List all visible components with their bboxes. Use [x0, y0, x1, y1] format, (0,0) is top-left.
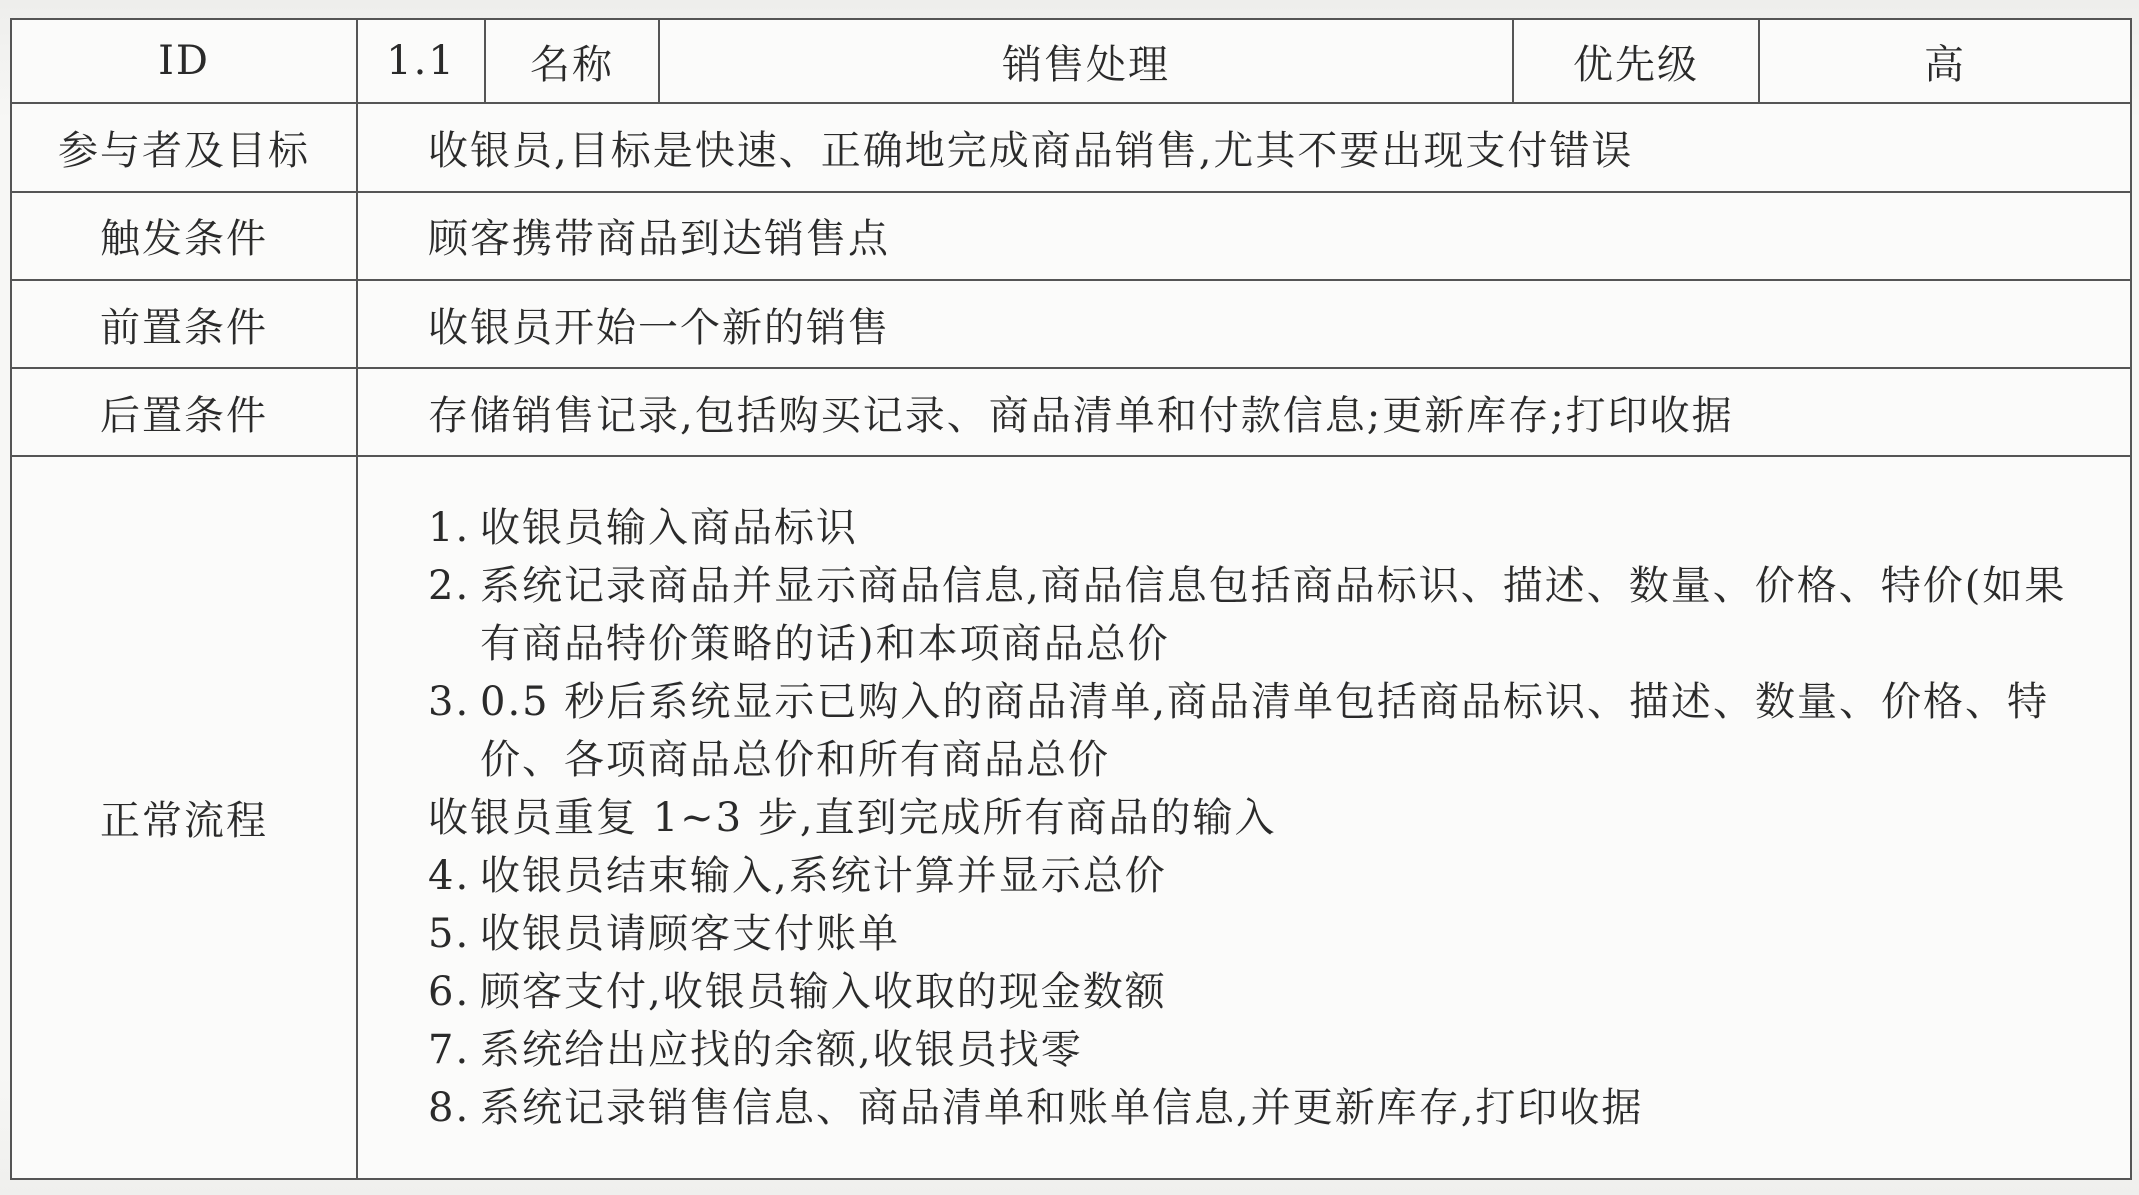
trigger-label: 触发条件: [11, 192, 357, 280]
use-case-table: [10, 18, 2132, 1180]
actor-row: [11, 103, 2131, 191]
flow-cell: [357, 456, 2131, 1179]
priority-value: 高: [1759, 19, 2131, 103]
step-text: 收银员重复 1~3 步,直到完成所有商品的输入: [428, 794, 1277, 841]
postcondition-label: 后置条件: [11, 368, 357, 456]
header-row: [11, 19, 2131, 103]
flow-row: [11, 456, 2131, 1179]
postcondition-value: 存储销售记录,包括购买记录、商品清单和付款信息;更新库存;打印收据: [357, 368, 2131, 456]
actor-value: 收银员,目标是快速、正确地完成商品销售,尤其不要出现支付错误: [357, 103, 2131, 191]
step-number: 1.: [428, 504, 471, 551]
id-label: ID: [11, 19, 357, 103]
step-number: 2.: [428, 562, 471, 609]
actor-label: 参与者及目标: [11, 103, 357, 191]
step-text: 0.5 秒后系统显示已购入的商品清单,商品清单包括商品标识、描述、数量、价格、特价、各项商品总价和所有商品总价: [480, 678, 2050, 783]
trigger-value: 顾客携带商品到达销售点: [357, 192, 2131, 280]
flow-step: [428, 963, 2100, 1021]
step-text: 顾客支付,收银员输入收取的现金数额: [480, 968, 1167, 1015]
step-number: 6.: [428, 968, 471, 1015]
step-number: 3.: [428, 678, 471, 725]
flow-step: [428, 1079, 2100, 1137]
priority-label: 优先级: [1513, 19, 1759, 103]
step-number: 7.: [428, 1026, 471, 1073]
step-text: 收银员输入商品标识: [480, 504, 858, 551]
flow-step: [428, 673, 2100, 789]
name-label: 名称: [485, 19, 659, 103]
precondition-row: [11, 280, 2131, 368]
name-value: 销售处理: [659, 19, 1513, 103]
step-text: 收银员请顾客支付账单: [480, 910, 900, 957]
step-number: 4.: [428, 852, 471, 899]
id-value: 1.1: [357, 19, 485, 103]
step-text: 系统给出应找的余额,收银员找零: [480, 1026, 1083, 1073]
flow-steps: [358, 499, 2130, 1137]
step-text: 系统记录商品并显示商品信息,商品信息包括商品标识、描述、数量、价格、特价(如果有商品特价策略的话)和本项商品总价: [480, 562, 2067, 667]
step-number: 5.: [428, 910, 471, 957]
flow-step: [428, 905, 2100, 963]
step-text: 系统记录销售信息、商品清单和账单信息,并更新库存,打印收据: [480, 1084, 1644, 1131]
flow-step: [428, 557, 2100, 673]
flow-step: [428, 1021, 2100, 1079]
postcondition-row: [11, 368, 2131, 456]
flow-label: 正常流程: [11, 456, 357, 1179]
precondition-value: 收银员开始一个新的销售: [357, 280, 2131, 368]
flow-repeat-note: [428, 789, 2100, 847]
flow-step: [428, 847, 2100, 905]
trigger-row: [11, 192, 2131, 280]
step-text: 收银员结束输入,系统计算并显示总价: [480, 852, 1167, 899]
precondition-label: 前置条件: [11, 280, 357, 368]
step-number: 8.: [428, 1084, 471, 1131]
flow-step: [428, 499, 2100, 557]
